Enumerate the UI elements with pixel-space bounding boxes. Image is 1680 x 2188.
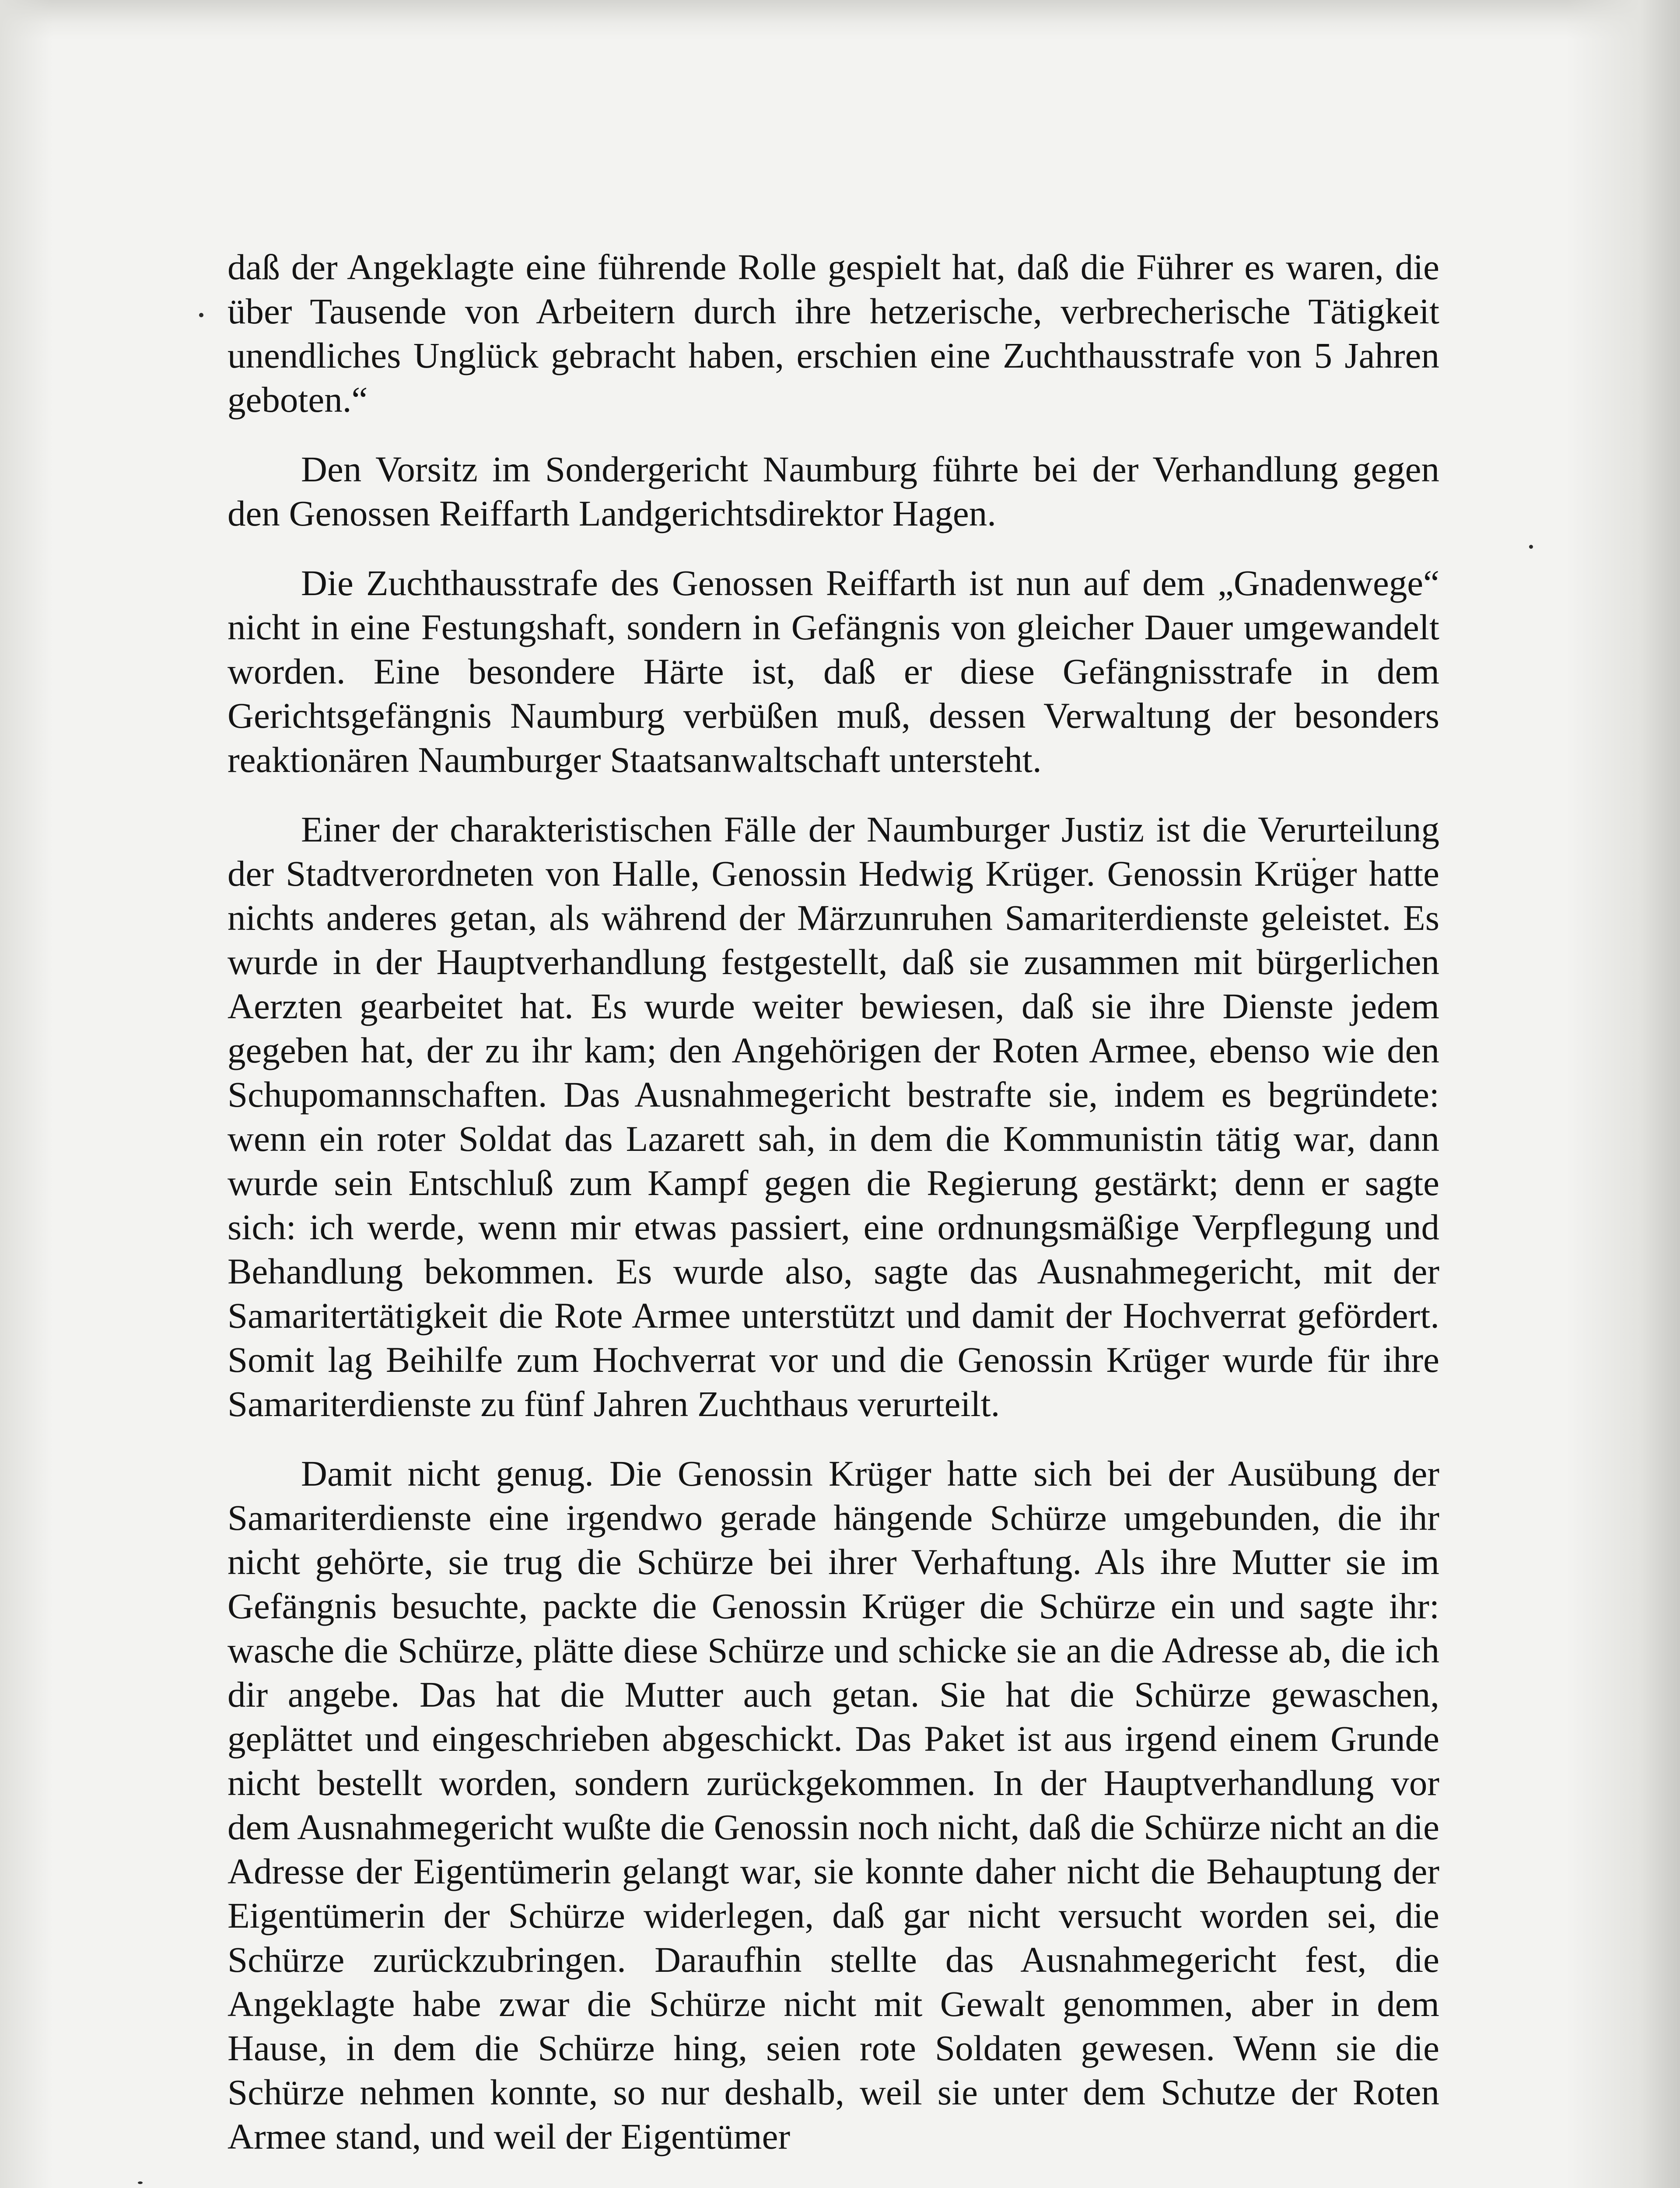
margin-speck (138, 2181, 143, 2184)
paragraph-3: Die Zuchthausstrafe des Genossen Reiffarth ist nun auf dem „Gnadenwege“ nicht in eine Festungshaft, sondern in Gefängnis von gleicher Dauer umgewandelt worden. Eine besondere Härte ist, daß er diese Gefängnisstrafe in dem Gerichtsgefängnis Naumburg verbüßen muß, dessen Verwaltung der besonders reaktionären Naumburger Staatsanwaltschaft untersteht. (228, 563, 1439, 780)
margin-speck (1529, 545, 1533, 549)
paragraph-2: Den Vorsitz im Sondergericht Naumburg führte bei der Verhandlung gegen den Genossen Reiffarth Landgerichtsdirektor Hagen. (228, 449, 1439, 533)
page-edge-right (1566, 0, 1680, 2188)
margin-speck (199, 313, 203, 317)
paragraph-1: daß der Angeklagte eine führende Rolle gespielt hat, daß die Führer es waren, die über Tausende von Arbeitern durch ihre hetzerische, verbrecherische Tätigkeit unendliches Unglück gebracht haben, erschien eine Zuchthausstrafe von 5 Jahren geboten.“ (228, 247, 1439, 420)
page-body (228, 245, 1439, 2184)
page-edge-left (0, 0, 52, 2188)
page-edge-top (0, 0, 1680, 39)
paragraph-5: Damit nicht genug. Die Genossin Krüger hatte sich bei der Ausübung der Samariterdienste eine irgendwo gerade hängende Schürze umgebunden, die ihr nicht gehörte, sie trug die Schürze bei ihrer Verhaftung. Als ihre Mutter sie im Gefängnis besuchte, packte die Genossin Krüger die Schürze ein und sagte ihr: wasche die Schürze, plätte diese Schürze und schicke sie an die Adresse ab, die ich dir angebe. Das hat die Mutter auch getan. Sie hat die Schürze gewaschen, geplättet und eingeschrieben abgeschickt. Das Paket ist aus irgend einem Grunde nicht bestellt worden, sondern zurückgekommen. In der Hauptverhandlung vor dem Ausnahmegericht wußte die Genossin noch nicht, daß die Schürze nicht an die Adresse der Eigentümerin gelangt war, sie konnte daher nicht die Behauptung der Eigentümerin der Schürze widerlegen, daß gar nicht versucht worden sei, die Schürze zurückzubringen. Daraufhin stellte das Ausnahmegericht fest, die Angeklagte habe zwar die Schürze nicht mit Gewalt genommen, aber in dem Hause, in dem die Schürze hing, seien rote Soldaten gewesen. Wenn sie die Schürze nehmen konnte, so nur deshalb, weil sie unter dem Schutze der Roten Armee stand, und weil der Eigentümer (228, 1453, 1439, 2156)
paragraph-4: Einer der charakteristischen Fälle der Naumburger Justiz ist die Verurteilung der Stadtverordneten von Halle, Genossin Hedwig Krüger. Genossin Krüger hatte nichts anderes getan, als während der Märzunruhen Samariterdienste geleistet. Es wurde in der Hauptverhandlung festgestellt, daß sie zusammen mit bürgerlichen Aerzten gearbeitet hat. Es wurde weiter bewiesen, daß sie ihre Dienste jedem gegeben hat, der zu ihr kam; den Angehörigen der Roten Armee, ebenso wie den Schupomannschaften. Das Ausnahmegericht bestrafte sie, indem es begründete: wenn ein roter Soldat das Lazarett sah, in dem die Kommunistin tätig war, dann wurde sein Entschluß zum Kampf gegen die Regierung gestärkt; denn er sagte sich: ich werde, wenn mir etwas passiert, eine ordnungsmäßige Verpflegung und Behandlung bekommen. Es wurde also, sagte das Ausnahmegericht, mit der Samaritertätigkeit die Rote Armee unterstützt und damit der Hochverrat gefördert. Somit lag Beihilfe zum Hochverrat vor und die Genossin Krüger wurde für ihre Samariterdienste zu fünf Jahren Zuchthaus verurteilt. (228, 809, 1439, 1424)
